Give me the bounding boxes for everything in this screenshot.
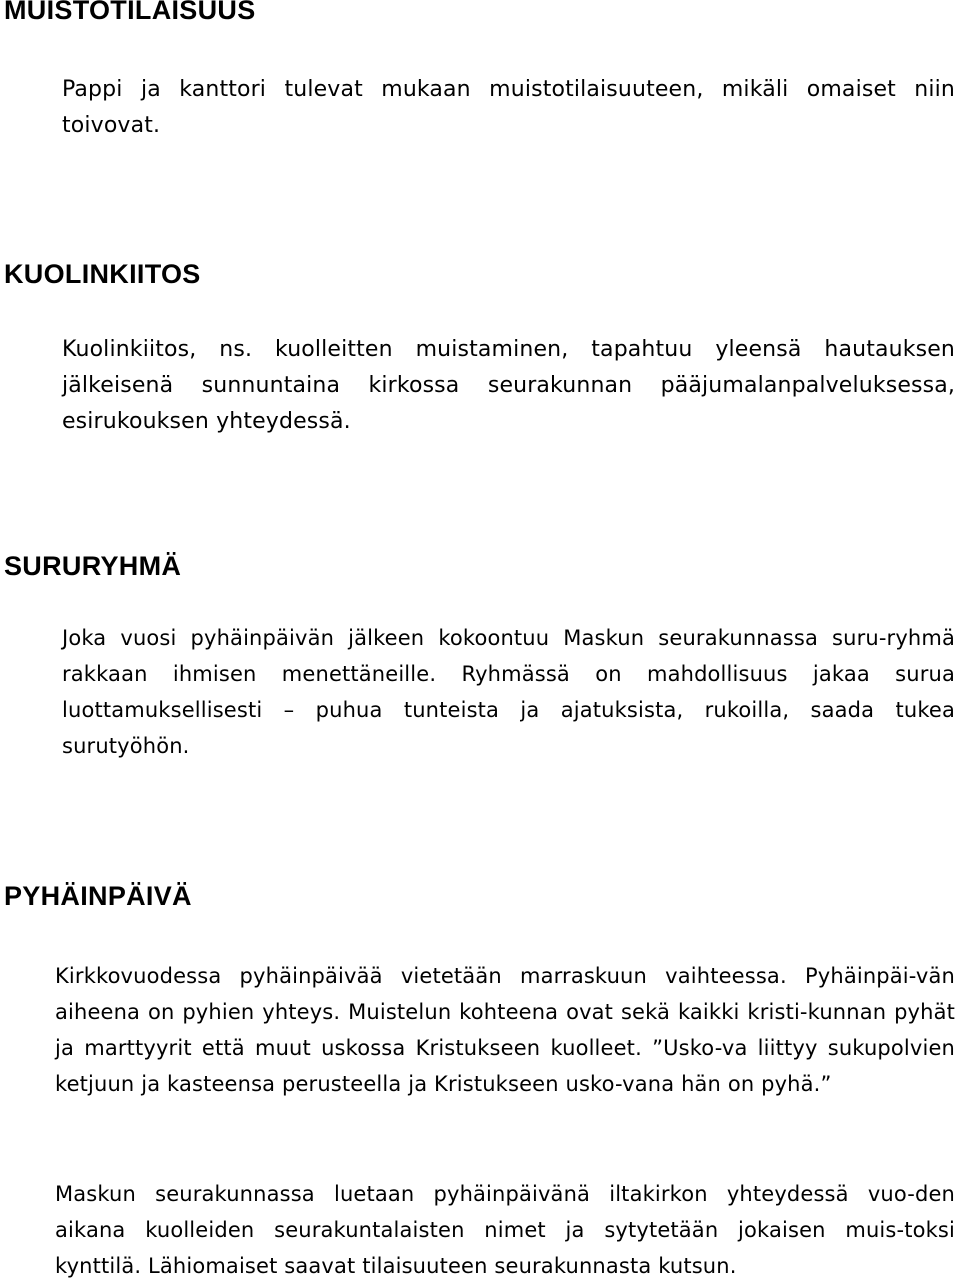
paragraph-pyhainpaiva-1: Kirkkovuodessa pyhäinpäivää vietetään marraskuun vaihteessa. Pyhäinpäi-vän aiheena on pyhien yhteys. Muistelun kohteena ovat sekä kaikki kristi-kunnan pyhät ja marttyyrit että muut uskossa Kristukseen kuolleet. ”Usko-va liittyy sukupolvien ketjuun ja kasteensa perusteella ja Kristukseen usko-vana hän on pyhä.”	[55, 964, 955, 1096]
section-heading-pyhainpaiva: PYHÄINPÄIVÄ	[4, 881, 192, 911]
paragraph-muistotilaisuus: Pappi ja kanttori tulevat mukaan muistotilaisuuteen, mikäli omaiset niin toivovat.	[62, 77, 955, 138]
paragraph-kuolinkiitos: Kuolinkiitos, ns. kuolleitten muistaminen, tapahtuu yleensä hautauksen jälkeisenä sunnuntaina kirkossa seurakunnan pääjumalanpalveluksessa, esirukouksen yhteydessä.	[62, 337, 955, 434]
section-heading-sururyhma: SURURYHMÄ	[4, 551, 182, 581]
paragraph-sururyhma: Joka vuosi pyhäinpäivän jälkeen kokoontuu Maskun seurakunnassa suru-ryhmä rakkaan ihmisen menettäneille. Ryhmässä on mahdollisuus jakaa surua luottamuksellisesti – puhua tunteista ja ajatuksista, rukoilla, saada tukea surutyöhön.	[62, 626, 955, 758]
section-heading-muistotilaisuus: MUISTOTILAISUUS	[4, 0, 256, 25]
paragraph-pyhainpaiva-2: Maskun seurakunnassa luetaan pyhäinpäivänä iltakirkon yhteydessä vuo-den aikana kuolleiden seurakuntalaisten nimet ja sytytetään jokaisen muis-toksi kynttilä. Lähiomaiset saavat tilaisuuteen seurakunnasta kutsun.	[55, 1182, 955, 1278]
section-heading-kuolinkiitos: KUOLINKIITOS	[4, 259, 201, 289]
